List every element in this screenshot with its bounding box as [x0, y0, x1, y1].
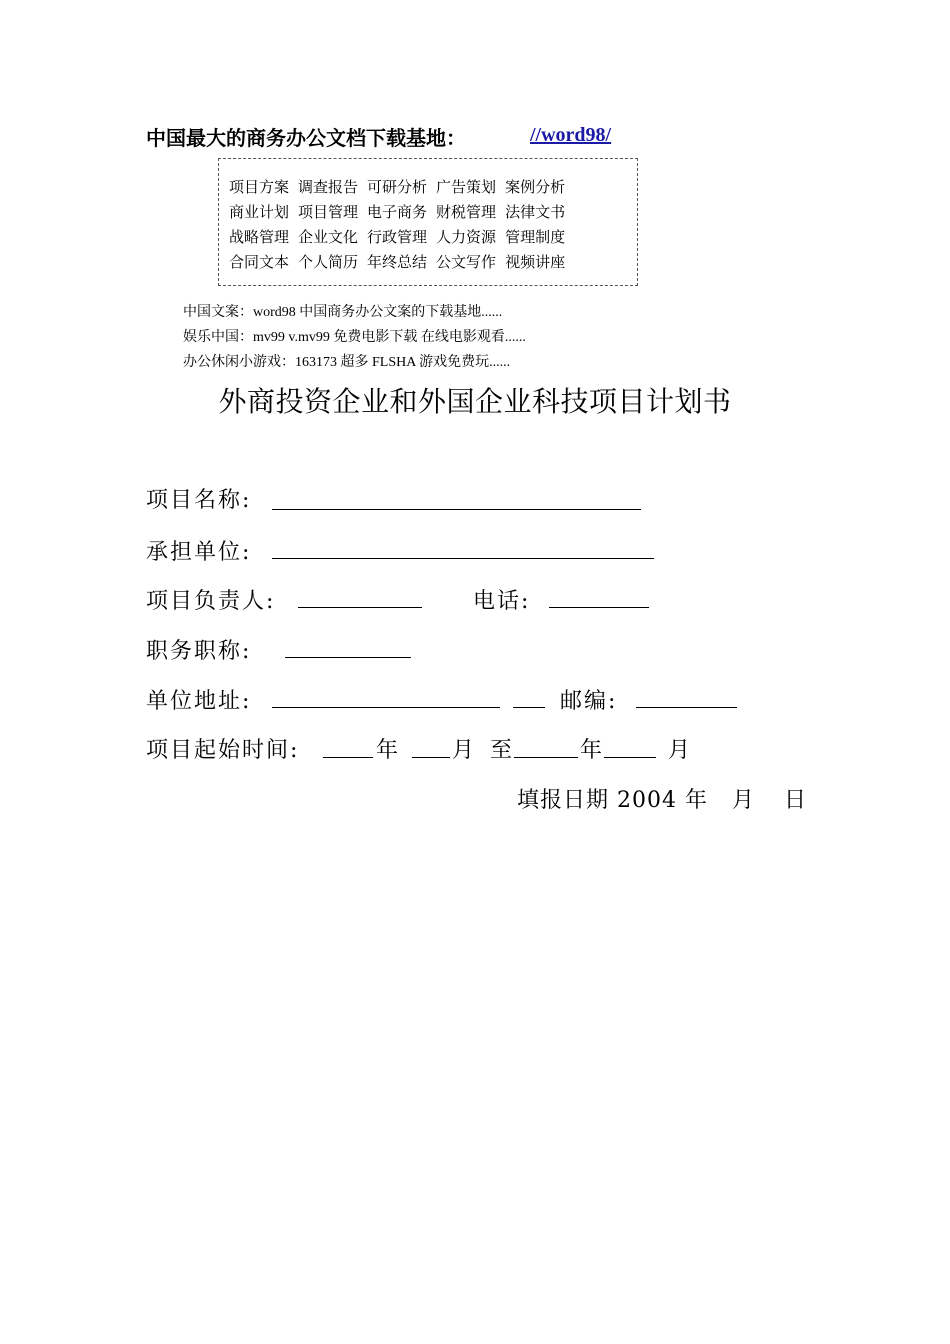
- category-link[interactable]: 调查报告: [298, 178, 359, 196]
- promo-line: 办公休闲小游戏：163173 超多 FLSHA 游戏免费玩......: [183, 355, 511, 370]
- position-label: 职务职称:: [146, 639, 252, 664]
- promo-line: 中国文案：word98 中国商务办公文案的下载基地......: [183, 305, 503, 320]
- header-text: 中国最大的商务办公文档下载基地：: [146, 126, 466, 150]
- category-link[interactable]: 法律文书: [505, 203, 566, 221]
- phone-label: 电话:: [473, 589, 531, 614]
- to-label: 至: [490, 738, 513, 763]
- category-link[interactable]: 合同文本: [229, 253, 290, 271]
- category-link[interactable]: 管理制度: [505, 228, 566, 246]
- undertaker-label: 承担单位:: [146, 540, 252, 565]
- category-row: [229, 226, 574, 247]
- leader-line[interactable]: [298, 607, 422, 608]
- category-link[interactable]: 商业计划: [229, 203, 290, 221]
- category-box: [218, 158, 638, 286]
- postcode-line[interactable]: [636, 707, 737, 708]
- fill-month-unit: 月: [732, 788, 755, 813]
- period-label: 项目起始时间:: [146, 738, 300, 763]
- category-link[interactable]: 广告策划: [436, 178, 497, 196]
- category-link[interactable]: 人力资源: [436, 228, 497, 246]
- project-name-label: 项目名称:: [146, 488, 252, 513]
- start-month-line[interactable]: [412, 757, 450, 758]
- category-link[interactable]: 行政管理: [367, 228, 428, 246]
- leader-label: 项目负责人:: [146, 589, 276, 614]
- category-link[interactable]: 战略管理: [229, 228, 290, 246]
- header-link[interactable]: //word98/: [530, 124, 612, 146]
- undertaker-line[interactable]: [272, 558, 654, 559]
- month-unit: 月: [668, 738, 691, 763]
- category-link[interactable]: 年终总结: [367, 253, 428, 271]
- category-link[interactable]: 财税管理: [436, 203, 497, 221]
- document-title: 外商投资企业和外国企业科技项目计划书: [218, 385, 732, 418]
- category-link[interactable]: 可研分析: [367, 178, 428, 196]
- start-year-line[interactable]: [323, 757, 373, 758]
- category-row: [229, 176, 574, 197]
- category-row: [229, 201, 574, 222]
- fill-date-label: 填报日期 2004 年: [517, 788, 708, 813]
- category-link[interactable]: 电子商务: [367, 203, 428, 221]
- project-name-line[interactable]: [272, 509, 641, 510]
- category-link[interactable]: 项目方案: [229, 178, 290, 196]
- address-line[interactable]: [272, 707, 500, 708]
- category-row: [229, 251, 574, 272]
- end-year-line[interactable]: [514, 757, 578, 758]
- postcode-label: 邮编:: [560, 689, 618, 714]
- month-unit: 月: [452, 738, 475, 763]
- promo-line: 娱乐中国：mv99 v.mv99 免费电影下载 在线电影观看......: [183, 330, 526, 345]
- end-month-line[interactable]: [604, 757, 656, 758]
- year-unit: 年: [580, 738, 603, 763]
- fill-day-unit: 日: [784, 788, 807, 813]
- position-line[interactable]: [285, 657, 411, 658]
- category-link[interactable]: 案例分析: [505, 178, 566, 196]
- phone-line[interactable]: [549, 607, 649, 608]
- category-link[interactable]: 项目管理: [298, 203, 359, 221]
- category-link[interactable]: 视频讲座: [505, 253, 566, 271]
- year-unit: 年: [376, 738, 399, 763]
- category-link[interactable]: 企业文化: [298, 228, 359, 246]
- category-link[interactable]: 个人简历: [298, 253, 359, 271]
- address-label: 单位地址:: [146, 689, 252, 714]
- category-link[interactable]: 公文写作: [436, 253, 497, 271]
- address-line-extra[interactable]: [513, 707, 545, 708]
